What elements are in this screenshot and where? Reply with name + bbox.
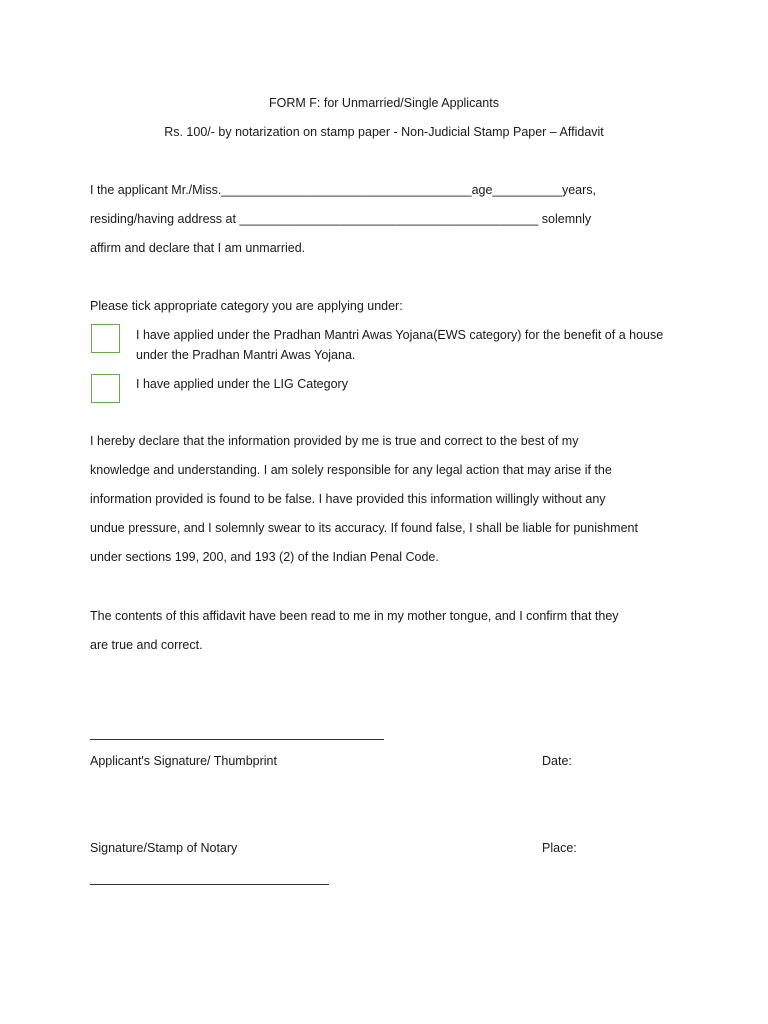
lig-category-checkbox[interactable] [91, 374, 120, 403]
form-subtitle: Rs. 100/- by notarization on stamp paper - Non-Judicial Stamp Paper – Affidavit [164, 125, 604, 139]
ews-option-line-2: under the Pradhan Mantri Awas Yojana. [136, 348, 356, 362]
notary-signature-label: Signature/Stamp of Notary [90, 841, 238, 855]
ews-option-line-1: I have applied under the Pradhan Mantri Awas Yojana(EWS category) for the benefit of a house [136, 328, 664, 342]
statement-line-1: I hereby declare that the information provided by me is true and correct to the best of my [90, 434, 579, 448]
notary-signature-line [90, 884, 329, 885]
form-title: FORM F: for Unmarried/Single Applicants [269, 96, 499, 110]
confirmation-line-1: The contents of this affidavit have been read to me in my mother tongue, and I confirm that they [90, 609, 619, 623]
confirmation-line-2: are true and correct. [90, 638, 203, 652]
applicant-signature-line [90, 739, 384, 740]
statement-line-3: information provided is found to be false. I have provided this information willingly without any [90, 492, 606, 506]
statement-line-2: knowledge and understanding. I am solely responsible for any legal action that may arise if the [90, 463, 612, 477]
declaration-line-3: affirm and declare that I am unmarried. [90, 241, 306, 255]
statement-line-4: undue pressure, and I solemnly swear to its accuracy. If found false, I shall be liable for punishment [90, 521, 638, 535]
category-prompt: Please tick appropriate category you are applying under: [90, 299, 403, 313]
declaration-line-2: residing/having address at ___________________________________________ solemnly [90, 212, 592, 226]
applicant-signature-label: Applicant's Signature/ Thumbprint [90, 754, 277, 768]
lig-option-label: I have applied under the LIG Category [136, 377, 348, 391]
statement-line-5: under sections 199, 200, and 193 (2) of the Indian Penal Code. [90, 550, 439, 564]
ews-category-checkbox[interactable] [91, 324, 120, 353]
place-label: Place: [542, 841, 577, 855]
declaration-line-1: I the applicant Mr./Miss.____________________________________age__________years, [90, 183, 596, 197]
date-label: Date: [542, 754, 572, 768]
